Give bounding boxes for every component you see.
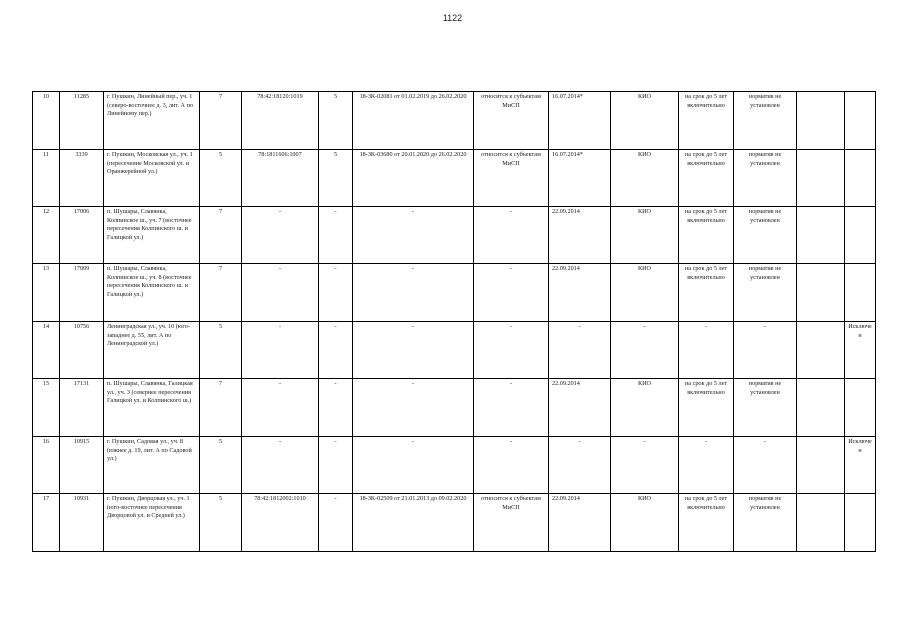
cell-address: п. Шушары, Славянка, Колпинское ш., уч. 8 (восточнее пересечения Колпинского ш. и Галицкой ул.) <box>104 264 200 322</box>
cell-status: относится к субъектам МиСП <box>474 150 549 207</box>
cell-norm: норматив не установлен <box>734 150 797 207</box>
table-row <box>33 92 876 150</box>
cell-date: 22.09.2014 <box>549 264 611 322</box>
cell-col6: - <box>319 379 353 437</box>
cell-address: п. Шушары, Славянка, Галицкая ул., уч. 3 (севернее пересечения Галицкой ул. и Колпинского ш.) <box>104 379 200 437</box>
cell-col6: 5 <box>319 92 353 150</box>
cell-extra <box>797 92 845 150</box>
cell-address: Ленинградская ул., уч. 10 (юго-западнее д. 55, лит. А по Ленинградской ул.) <box>104 322 200 379</box>
cell-col6: - <box>319 494 353 552</box>
cell-note <box>845 150 876 207</box>
cell-cadastral: - <box>242 322 319 379</box>
cell-document: 18-ЗК-03680 от 20.01.2020 до 26.02.2020 <box>353 150 474 207</box>
cell-id: 17006 <box>60 207 104 264</box>
cell-cadastral: - <box>242 264 319 322</box>
cell-org: - <box>611 437 679 494</box>
cell-document: - <box>353 437 474 494</box>
cell-status: относится к субъектам МиСП <box>474 92 549 150</box>
cell-note <box>845 92 876 150</box>
table-row <box>33 264 876 322</box>
cell-note <box>845 494 876 552</box>
cell-area: 5 <box>200 322 242 379</box>
cell-col6: 5 <box>319 150 353 207</box>
cell-col6: - <box>319 207 353 264</box>
cell-org: КИО <box>611 264 679 322</box>
cell-term: на срок до 5 лет включительно <box>679 207 734 264</box>
cell-id: 3339 <box>60 150 104 207</box>
table-row <box>33 494 876 552</box>
cell-area: 5 <box>200 150 242 207</box>
cell-norm: норматив не установлен <box>734 494 797 552</box>
cell-extra <box>797 437 845 494</box>
cell-document: 18-ЗК-02081 от 01.02.2019 до 26.02.2020 <box>353 92 474 150</box>
cell-cadastral: 78:1811606:1007 <box>242 150 319 207</box>
table-row <box>33 322 876 379</box>
cell-id: 11285 <box>60 92 104 150</box>
cell-cadastral: 78:42:18120:1019 <box>242 92 319 150</box>
cell-col6: - <box>319 322 353 379</box>
cell-document: - <box>353 322 474 379</box>
cell-term: на срок до 5 лет включительно <box>679 379 734 437</box>
cell-extra <box>797 322 845 379</box>
cell-cadastral: - <box>242 207 319 264</box>
cell-extra <box>797 207 845 264</box>
cell-document: - <box>353 379 474 437</box>
cell-document: - <box>353 264 474 322</box>
cell-date: 22.09.2014 <box>549 379 611 437</box>
cell-date: 22.09.2014 <box>549 207 611 264</box>
cell-date: 22.09.2014 <box>549 494 611 552</box>
cell-extra <box>797 379 845 437</box>
cell-term: на срок до 5 лет включительно <box>679 150 734 207</box>
cell-date: - <box>549 437 611 494</box>
cell-extra <box>797 150 845 207</box>
cell-status: - <box>474 264 549 322</box>
cell-num: 15 <box>33 379 60 437</box>
cell-id: 10756 <box>60 322 104 379</box>
cell-cadastral: - <box>242 437 319 494</box>
cell-status: - <box>474 207 549 264</box>
cell-area: 5 <box>200 437 242 494</box>
cell-norm: норматив не установлен <box>734 379 797 437</box>
cell-norm: норматив не установлен <box>734 92 797 150</box>
cell-id: 10915 <box>60 437 104 494</box>
cell-date: 16.07.2014* <box>549 92 611 150</box>
cell-address: г. Пушкин, Московская ул., уч. 1 (пересечение Московской ул. и Оранжерейной ул.) <box>104 150 200 207</box>
cell-date: 16.07.2014* <box>549 150 611 207</box>
cell-status: - <box>474 437 549 494</box>
cell-num: 12 <box>33 207 60 264</box>
table-row <box>33 150 876 207</box>
cell-id: 10931 <box>60 494 104 552</box>
cell-document: - <box>353 207 474 264</box>
cell-address: г. Пушкин, Дворцовая ул., уч. 1 (юго-восточнее пересечения Дворцовой ул. и Средней ул.) <box>104 494 200 552</box>
cell-norm: норматив не установлен <box>734 264 797 322</box>
cell-term: на срок до 5 лет включительно <box>679 494 734 552</box>
cell-address: г. Пушкин, Линейный пер., уч. 1 (северо-восточнее д. 3, лит. А по Линейному пер.) <box>104 92 200 150</box>
cell-num: 13 <box>33 264 60 322</box>
cell-num: 14 <box>33 322 60 379</box>
cell-cadastral: 78:42:1812002:1010 <box>242 494 319 552</box>
cell-note <box>845 264 876 322</box>
cell-org: КИО <box>611 494 679 552</box>
cell-address: г. Пушкин, Садовая ул., уч. 8 (южнее д. 19, лит. А по Садовой ул.) <box>104 437 200 494</box>
cell-norm: - <box>734 437 797 494</box>
cell-norm: норматив не установлен <box>734 207 797 264</box>
cell-col6: - <box>319 437 353 494</box>
cell-area: 7 <box>200 264 242 322</box>
cell-num: 17 <box>33 494 60 552</box>
cell-note <box>845 207 876 264</box>
cell-id: 17131 <box>60 379 104 437</box>
cell-extra <box>797 494 845 552</box>
cell-num: 11 <box>33 150 60 207</box>
cell-area: 7 <box>200 92 242 150</box>
cell-date: - <box>549 322 611 379</box>
cell-area: 7 <box>200 379 242 437</box>
cell-col6: - <box>319 264 353 322</box>
cell-org: КИО <box>611 207 679 264</box>
cell-org: - <box>611 322 679 379</box>
cell-note: Исключен <box>845 322 876 379</box>
cell-document: 18-ЗК-02509 от 21.01.2013 до 09.02.2020 <box>353 494 474 552</box>
cell-status: относится к субъектам МиСП <box>474 494 549 552</box>
table-row <box>33 207 876 264</box>
cell-address: п. Шушары, Славянка, Колпинское ш., уч. 7 (восточнее пересечения Колпинского ш. и Галицкой ул.) <box>104 207 200 264</box>
cell-term: на срок до 5 лет включительно <box>679 92 734 150</box>
cell-area: 7 <box>200 207 242 264</box>
table-row <box>33 379 876 437</box>
table-row <box>33 437 876 494</box>
cell-term: - <box>679 437 734 494</box>
cell-status: - <box>474 379 549 437</box>
cell-note: Исключен <box>845 437 876 494</box>
cell-org: КИО <box>611 92 679 150</box>
cell-num: 10 <box>33 92 60 150</box>
cell-org: КИО <box>611 150 679 207</box>
cell-term: на срок до 5 лет включительно <box>679 264 734 322</box>
cell-extra <box>797 264 845 322</box>
cell-org: КИО <box>611 379 679 437</box>
page-number: 1122 <box>442 13 463 23</box>
cell-norm: - <box>734 322 797 379</box>
cell-cadastral: - <box>242 379 319 437</box>
data-table <box>32 91 876 552</box>
cell-id: 17009 <box>60 264 104 322</box>
cell-note <box>845 379 876 437</box>
cell-status: - <box>474 322 549 379</box>
cell-num: 16 <box>33 437 60 494</box>
cell-area: 5 <box>200 494 242 552</box>
cell-term: - <box>679 322 734 379</box>
